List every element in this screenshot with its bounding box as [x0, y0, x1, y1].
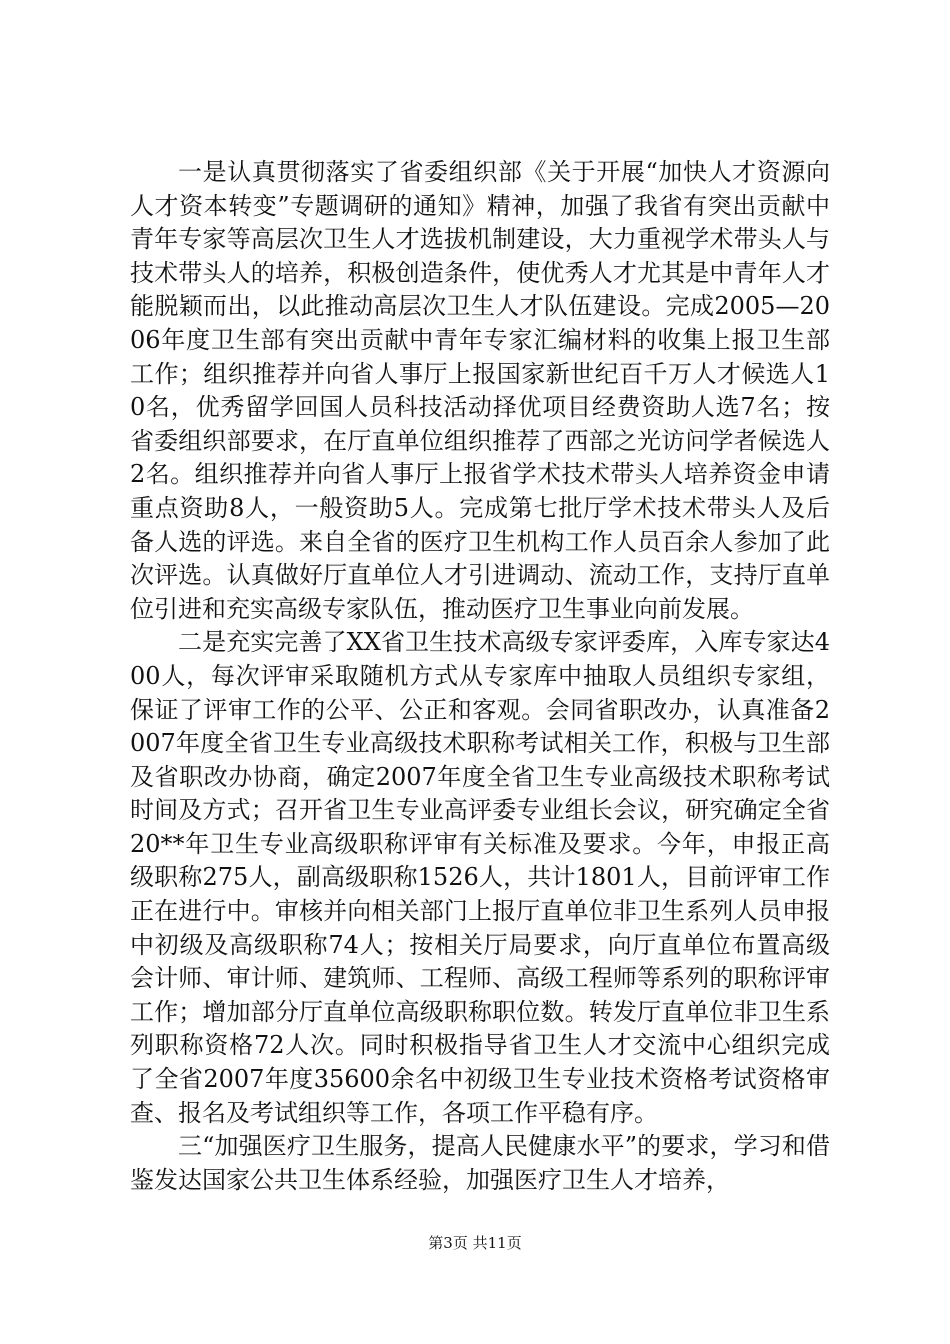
paragraph-3: 三“加强医疗卫生服务，提高人民健康水平”的要求，学习和借鉴发达国家公共卫生体系经验，加强医疗卫生人才培养，	[130, 1132, 830, 1194]
document-body	[130, 156, 830, 1197]
page-footer: 第3页 共11页	[428, 1234, 522, 1252]
paragraph-2: 二是充实完善了XX省卫生技术高级专家评委库，入库专家达400人，每次评审采取随机方式从专家库中抽取人员组织专家组，保证了评审工作的公平、公正和客观。会同省职改办，认真准备2007年度全省卫生专业高级技术职称考试相关工作，积极与卫生部及省职改办协商，确定2007年度全省卫生专业高级技术职称考试时间及方式；召开省卫生专业高评委专业组长会议，研究确定全省20**年卫生专业高级职称评审有关标准及要求。今年，申报正高级职称275人，副高级职称1526人，共计1801人，目前评审工作正在进行中。审核并向相关部门上报厅直单位非卫生系列人员申报中初级及高级职称74人；按相关厅局要求，向厅直单位布置高级会计师、审计师、建筑师、工程师、高级工程师等系列的职称评审工作；增加部分厅直单位高级职称职位数。转发厅直单位非卫生系列职称资格72人次。同时积极指导省卫生人才交流中心组织完成了全省2007年度35600余名中初级卫生专业技术资格考试资格审查、报名及考试组织等工作，各项工作平稳有序。	[130, 628, 830, 1127]
paragraph-1: 一是认真贯彻落实了省委组织部《关于开展“加快人才资源向人才资本转变”专题调研的通知》精神，加强了我省有突出贡献中青年专家等高层次卫生人才选拔机制建设，大力重视学术带头人与技术带头人的培养，积极创造条件，使优秀人才尤其是中青年人才能脱颖而出，以此推动高层次卫生人才队伍建设。完成2005—2006年度卫生部有突出贡献中青年专家汇编材料的收集上报卫生部工作；组织推荐并向省人事厅上报国家新世纪百千万人才候选人10名，优秀留学回国人员科技活动择优项目经费资助人选7名；按省委组织部要求，在厅直单位组织推荐了西部之光访问学者候选人2名。组织推荐并向省人事厅上报省学术技术带头人培养资金申请重点资助8人，一般资助5人。完成第七批厅学术技术带头人及后备人选的评选。来自全省的医疗卫生机构工作人员百余人参加了此次评选。认真做好厅直单位人才引进调动、流动工作，支持厅直单位引进和充实高级专家队伍，推动医疗卫生事业向前发展。	[130, 158, 830, 623]
